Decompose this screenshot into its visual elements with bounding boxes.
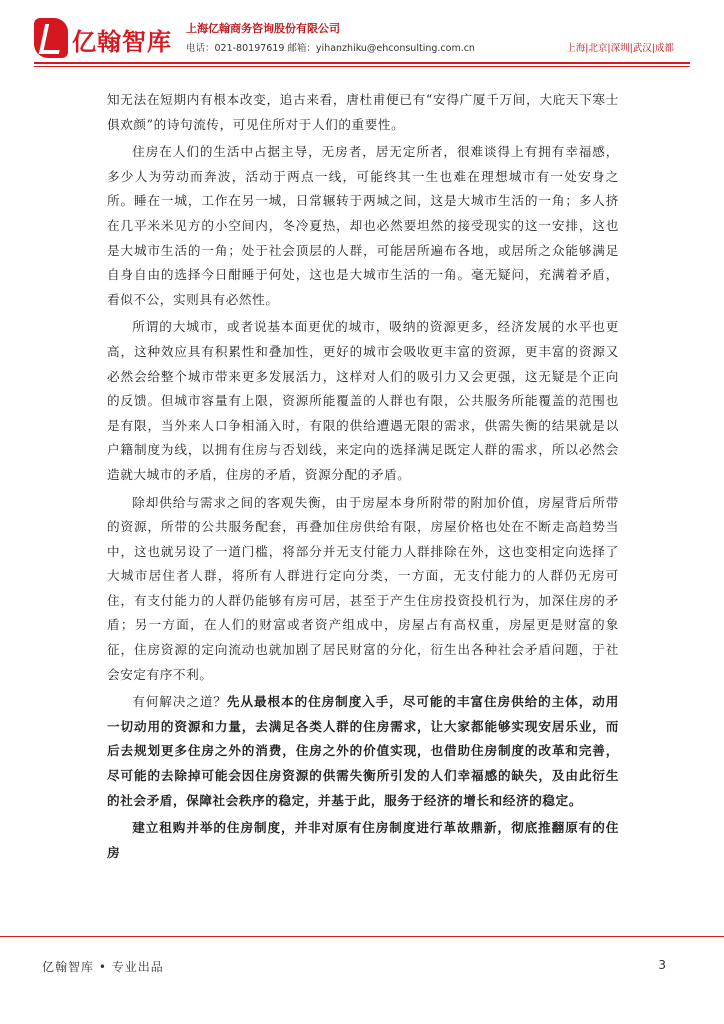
paragraph-6-bold: 建立租购并举的住房制度，并非对原有住房制度进行革故鼎新，彻底推翻原有的住房 [107, 820, 619, 860]
paragraph-3: 所谓的大城市，或者说基本面更优的城市，吸纳的资源更多，经济发展的水平也更高，这种效应具有积累性和叠加性，更好的城市会吸收更丰富的资源，更丰富的资源又必然会给整个城市带来更多发展活力，这样对人们的吸引力又会更强，这无疑是个正向的反馈。但城市容量有上限，资源所能覆盖的人群也有限，公共服务所能覆盖的范围也是有限，当外来人口争相涌入时，有限的供给遭遇无限的需求，供需失衡的结果就是以户籍制度为线，以拥有住房与否划线，来定向的选择满足既定人群的需求，所以必然会造就大城市的矛盾，住房的矛盾，资源分配的矛盾。 [107, 319, 619, 482]
header-divider-thin [34, 66, 690, 67]
paragraph-2: 住房在人们的生活中占据主导，无房者，居无定所者，很难谈得上有拥有幸福感，多少人为劳动而奔波，活动于两点一线，可能终其一生也难在理想城市有一处安身之所。睡在一城，工作在另一城，日常辗转于两城之间，这是大城市生活的一角；多人挤在几平米米见方的小空间内，冬冷夏热，却也必然要坦然的接受现实的这一安排，这也是大城市生活的一角；处于社会顶层的人群，可能居所遍布各地，或居所之众能够满足自身自由的选择今日酣睡于何处，这也是大城市生活的一角。毫无疑问，充满着矛盾，看似不公，实则具有必然性。 [107, 144, 619, 307]
paragraph-1: 知无法在短期内有根本改变，追古来看，唐杜甫便已有“安得广厦千万间，大庇天下寒士俱欢颜”的诗句流传，可见住所对于人们的重要性。 [107, 92, 619, 132]
company-name: 上海亿翰商务咨询股份有限公司 [186, 22, 340, 35]
company-logo-icon [34, 18, 68, 58]
footer-brand: 亿翰智库 • 专业出品 [42, 960, 164, 974]
contact-info: 电话：021-80197619 邮箱：yihanzhiku@ehconsulting.com.cn [186, 43, 475, 54]
office-cities: 上海|北京|深圳|武汉|成都 [566, 43, 674, 54]
page-header [0, 0, 724, 80]
page-number: 3 [658, 958, 666, 972]
paragraph-5 [107, 690, 619, 813]
footer-divider [0, 936, 724, 937]
paragraph-5-bold: 先从最根本的住房制度入手，尽可能的丰富住房供给的主体，动用一切动用的资源和力量，去满足各类人群的住房需求，让大家都能够实现安居乐业，而后去规划更多住房之外的消费，住房之外的价值实现，也借助住房制度的改革和完善，尽可能的去除掉可能会因住房资源的供需失衡所引发的人们幸福感的缺失，及由此衍生的社会矛盾，保障社会秩序的稳定，并基于此，服务于经济的增长和经济的稳定。 [107, 694, 620, 808]
document-body [107, 88, 619, 868]
header-divider [34, 62, 690, 64]
paragraph-6 [107, 816, 619, 865]
paragraph-5-lead: 有何解决之道？ [132, 694, 227, 710]
paragraph-4: 除却供给与需求之间的客观失衡，由于房屋本身所附带的附加价值，房屋背后所带的资源，所带的公共服务配套，再叠加住房供给有限，房屋价格也处在不断走高趋势当中，这也就另设了一道门槛，将部分并无支付能力人群排除在外，这也变相定向选择了大城市居住者人群，将所有人群进行定向分类，一方面，无支付能力的人群仍无房可住，有支付能力的人群仍能够有房可居，甚至于产生住房投资投机行为，加深住房的矛盾；另一方面，在人们的财富或者资产组成中，房屋占有高权重，房屋更是财富的象征，住房资源的定向流动也就加剧了居民财富的分化，衍生出各种社会矛盾问题，于社会安定有序不利。 [107, 494, 619, 682]
logo-text: 亿翰智库 [72, 28, 172, 56]
